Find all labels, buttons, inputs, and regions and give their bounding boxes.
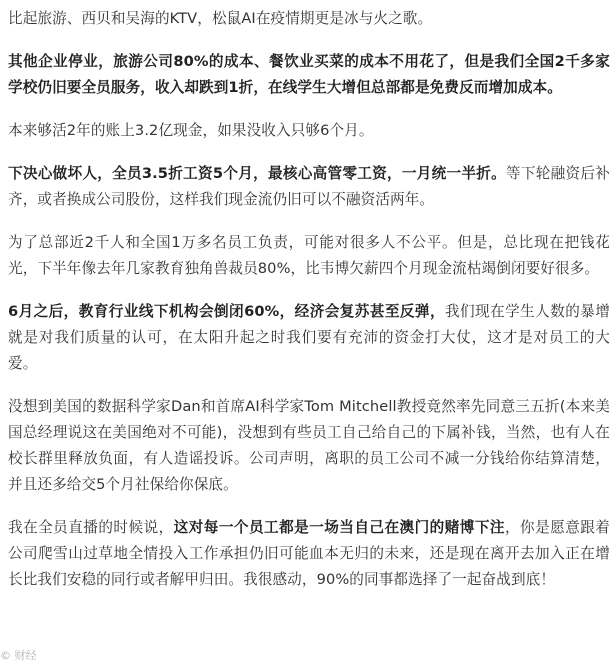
paragraph-6 [8, 299, 610, 377]
paragraph-7-text: 没想到美国的数据科学家Dan和首席AI科学家Tom Mitchell教授竟然率先同意三五折(本来美国总经理说这在美国绝对不可能)，没想到有些员工自己给自己的下属补钱，当然，也有人在校长群里释放负面，有人造谣投诉。公司声明，离职的员工公司不减一分钱给你结算清楚，并且还多给交5个月社保给你保底。 [8, 398, 610, 493]
paragraph-1-text: 比起旅游、西贝和吴海的KTV，松鼠AI在疫情期更是冰与火之歌。 [8, 10, 433, 27]
paragraph-5 [8, 230, 610, 282]
paragraph-4-text: 等下轮融资后补齐，或者换成公司股份，这样我们现金流仍旧可以不融资活两年。 [8, 165, 610, 208]
paragraph-3-text: 本来够活2年的账上3.2亿现金，如果没收入只够6个月。 [8, 122, 374, 139]
paragraph-2 [8, 49, 610, 101]
paragraph-4-bold: 下决心做坏人，全员3.5折工资5个月，最核心高管零工资，一月统一半折。 [8, 165, 507, 182]
paragraph-7 [8, 394, 610, 498]
paragraph-6-text: 我们现在学生人数的暴增就是对我们质量的认可，在太阳升起之时我们要有充沛的资金打大仗，这才是对员工的大爱。 [8, 303, 610, 372]
paragraph-8-start: 我在全员直播的时候说， [8, 519, 174, 536]
watermark: © 财经 [0, 649, 37, 662]
paragraph-2-bold: 其他企业停业，旅游公司80%的成本、餐饮业买菜的成本不用花了，但是我们全国2千多家学校仍旧要全员服务，收入却跌到1折，在线学生大增但总部都是免费反而增加成本。 [8, 53, 610, 96]
paragraph-3 [8, 118, 610, 144]
paragraph-8-text: ，你是愿意跟着公司爬雪山过草地全情投入工作承担仍旧可能血本无归的未来，还是现在离开去加入正在增长比我们安稳的同行或者解甲归田。我很感动，90%的同事都选择了一起奋战到底！ [8, 519, 611, 588]
paragraph-4 [8, 161, 610, 213]
paragraph-6-bold: 6月之后，教育行业线下机构会倒闭60%，经济会复苏甚至反弹， [8, 303, 445, 320]
paragraph-8 [8, 515, 610, 593]
article-body [8, 6, 610, 593]
paragraph-1 [8, 6, 610, 32]
paragraph-8-bold: 这对每一个员工都是一场当自己在澳门的赌博下注 [173, 519, 505, 536]
paragraph-5-text: 为了总部近2千人和全国1万多名员工负责，可能对很多人不公平。但是，总比现在把钱花光，下半年像去年几家教育独角兽裁员80%，比韦博欠薪四个月现金流枯竭倒闭要好很多。 [8, 234, 610, 277]
